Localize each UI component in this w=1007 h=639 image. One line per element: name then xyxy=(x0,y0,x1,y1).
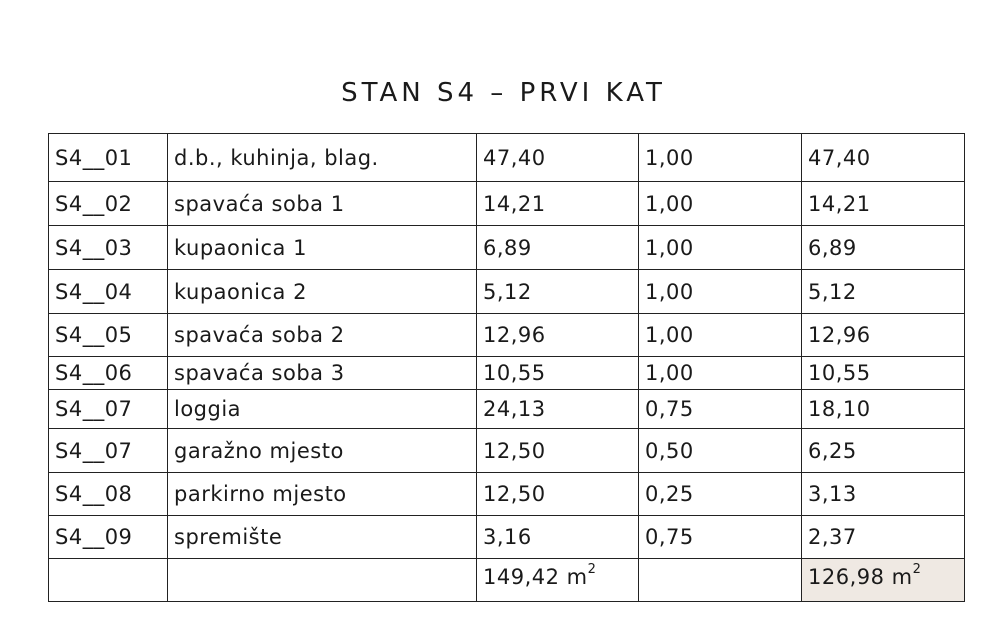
cell-net: 5,12 xyxy=(802,270,965,314)
cell-room: loggia xyxy=(168,390,477,429)
cell-room: d.b., kuhinja, blag. xyxy=(168,134,477,182)
cell-factor: 1,00 xyxy=(639,357,802,390)
cell-room: kupaonica 2 xyxy=(168,270,477,314)
cell-code: S4__01 xyxy=(49,134,168,182)
cell-code: S4__05 xyxy=(49,314,168,357)
cell-net: 14,21 xyxy=(802,182,965,226)
cell-room: spavaća soba 2 xyxy=(168,314,477,357)
cell-area: 12,96 xyxy=(477,314,639,357)
total-net-area: 126,98 m xyxy=(808,565,913,589)
cell-factor: 0,50 xyxy=(639,429,802,473)
cell-area: 12,50 xyxy=(477,429,639,473)
cell-area: 47,40 xyxy=(477,134,639,182)
cell-code: S4__07 xyxy=(49,390,168,429)
table-row xyxy=(49,390,965,429)
table-row xyxy=(49,226,965,270)
table-row xyxy=(49,429,965,473)
cell-net: 18,10 xyxy=(802,390,965,429)
cell-net: 3,13 xyxy=(802,473,965,516)
table-row xyxy=(49,314,965,357)
total-area-cell xyxy=(477,559,639,602)
cell-factor: 1,00 xyxy=(639,314,802,357)
table-row xyxy=(49,182,965,226)
cell-room: spavaća soba 1 xyxy=(168,182,477,226)
cell-code: S4__06 xyxy=(49,357,168,390)
cell-area: 5,12 xyxy=(477,270,639,314)
cell-area: 24,13 xyxy=(477,390,639,429)
cell-net: 2,37 xyxy=(802,516,965,559)
cell-area: 12,50 xyxy=(477,473,639,516)
cell-area: 10,55 xyxy=(477,357,639,390)
cell-code: S4__08 xyxy=(49,473,168,516)
cell-factor: 0,75 xyxy=(639,390,802,429)
table-title: STAN S4 – PRVI KAT xyxy=(341,78,666,108)
cell-area: 14,21 xyxy=(477,182,639,226)
cell-room: spremište xyxy=(168,516,477,559)
cell-code: S4__04 xyxy=(49,270,168,314)
cell-area: 3,16 xyxy=(477,516,639,559)
cell-code: S4__03 xyxy=(49,226,168,270)
cell-net: 12,96 xyxy=(802,314,965,357)
cell-factor: 1,00 xyxy=(639,134,802,182)
cell-code: S4__07 xyxy=(49,429,168,473)
table-row xyxy=(49,473,965,516)
cell-net: 6,89 xyxy=(802,226,965,270)
cell-factor: 0,75 xyxy=(639,516,802,559)
cell-net: 6,25 xyxy=(802,429,965,473)
table-row xyxy=(49,134,965,182)
table-row xyxy=(49,516,965,559)
cell-factor: 1,00 xyxy=(639,226,802,270)
total-net-cell xyxy=(802,559,965,602)
total-net-unit-exponent: 2 xyxy=(912,562,922,577)
table-row xyxy=(49,270,965,314)
cell-room: garažno mjesto xyxy=(168,429,477,473)
table-row xyxy=(49,357,965,390)
cell-code: S4__09 xyxy=(49,516,168,559)
cell-net: 10,55 xyxy=(802,357,965,390)
totals-room-cell xyxy=(168,559,477,602)
cell-factor: 1,00 xyxy=(639,270,802,314)
cell-room: spavaća soba 3 xyxy=(168,357,477,390)
total-area-unit-exponent: 2 xyxy=(587,562,597,577)
cell-room: parkirno mjesto xyxy=(168,473,477,516)
cell-factor: 1,00 xyxy=(639,182,802,226)
room-area-table xyxy=(48,133,965,602)
cell-room: kupaonica 1 xyxy=(168,226,477,270)
cell-code: S4__02 xyxy=(49,182,168,226)
cell-net: 47,40 xyxy=(802,134,965,182)
total-area: 149,42 m xyxy=(483,565,588,589)
totals-factor-cell xyxy=(639,559,802,602)
cell-factor: 0,25 xyxy=(639,473,802,516)
totals-row xyxy=(49,559,965,602)
cell-area: 6,89 xyxy=(477,226,639,270)
totals-code-cell xyxy=(49,559,168,602)
